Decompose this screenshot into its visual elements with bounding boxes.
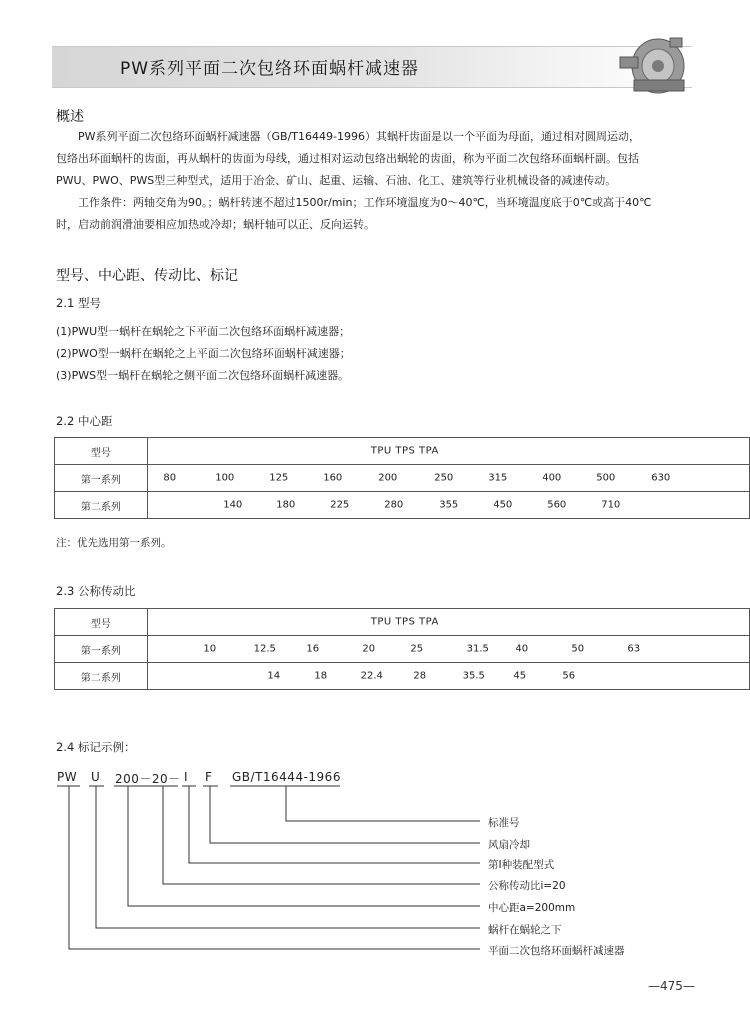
overview-para1-line2: 包络出环面蜗杆的齿面，再从蜗杆的齿面为母线，通过相对运动包络出蜗轮的齿面，称为平面二次包络环面蜗杆副。包括: [56, 152, 639, 165]
page-title: PW系列平面二次包络环面蜗杆减速器: [120, 59, 420, 79]
value-cell: 45: [513, 670, 527, 682]
value-cell: 18: [314, 670, 328, 682]
value-cell: 16: [306, 643, 320, 655]
value-cell: 31.5: [466, 643, 489, 655]
value-cell: 180: [276, 499, 296, 511]
value-cell: 14: [267, 670, 281, 682]
value-cell: 25: [410, 643, 424, 655]
row-label-series2: 第二系列: [55, 663, 148, 690]
value-cell: 400: [542, 472, 562, 484]
model-item-pws: (3)PWS型一蜗杆在蜗轮之侧平面二次包络环面蜗杆减速器。: [56, 369, 350, 382]
models-heading: 2.1 型号: [56, 296, 101, 310]
value-cell: 560: [547, 499, 567, 511]
label-center-distance: 中心距a=200mm: [488, 902, 576, 914]
value-cell: 225: [330, 499, 350, 511]
overview-para1-line3: PWU、PWO、PWS型三种型式，适用于冶金、矿山、起重、运输、石油、化工、建筑等行业机械设备的减速传动。: [56, 174, 617, 187]
value-cell: 35.5: [462, 670, 485, 682]
overview-para1-line1: PW系列平面二次包络环面蜗杆减速器（GB/T16449-1996）其蜗杆齿面是以一个平面为母面，通过相对圆周运动，: [78, 130, 640, 143]
value-cell: 12.5: [253, 643, 276, 655]
model-item-pwu: (1)PWU型一蜗杆在蜗轮之下平面二次包络环面蜗杆减速器；: [56, 325, 351, 338]
code-standard: GB/T16444-1966: [232, 770, 341, 784]
types-label: TPU TPS TPA: [370, 616, 439, 628]
row-label-series2: 第二系列: [55, 492, 148, 519]
value-cell: 630: [651, 472, 671, 484]
value-cell: 80: [163, 472, 177, 484]
value-cell: 56: [562, 670, 576, 682]
center-distance-heading: 2.2 中心距: [56, 414, 113, 428]
value-cell: 160: [323, 472, 343, 484]
label-standard: 标准号: [488, 817, 520, 829]
label-assembly-type: 第Ⅰ种装配型式: [488, 859, 555, 871]
value-cell: 250: [434, 472, 454, 484]
series-note: 注：优先选用第一系列。: [56, 537, 172, 549]
value-cell: 125: [269, 472, 289, 484]
overview-para2-line2: 时，启动前润滑油要相应加热或冷却；蜗杆轴可以正、反向运转。: [56, 218, 375, 231]
value-cell: 40: [515, 643, 529, 655]
label-reducer-name: 平面二次包络环面蜗杆减速器: [488, 945, 625, 957]
value-cell: 355: [439, 499, 459, 511]
label-worm-position: 蜗杆在蜗轮之下: [488, 924, 562, 936]
value-cell: 50: [571, 643, 585, 655]
value-cell: 20: [362, 643, 376, 655]
value-cell: 200: [378, 472, 398, 484]
section2-heading: 型号、中心距、传动比、标记: [56, 268, 238, 284]
page-number: —475—: [648, 979, 695, 993]
value-cell: 710: [601, 499, 621, 511]
table-header-label: 型号: [55, 609, 148, 636]
value-cell: 63: [627, 643, 641, 655]
value-cell: 100: [215, 472, 235, 484]
overview-para2-line1: 工作条件：两轴交角为90。；蜗杆转速不超过1500r/min；工作环境温度为0～40℃，当环境温度底于0℃或高于40℃: [78, 196, 652, 209]
ratio-heading: 2.3 公称传动比: [56, 584, 136, 598]
value-cell: 500: [596, 472, 616, 484]
overview-heading: 概述: [56, 109, 84, 125]
row-label-series1: 第一系列: [55, 465, 148, 492]
code-pw: PW: [57, 770, 78, 784]
marking-heading: 2.4 标记示例：: [56, 740, 136, 754]
row-label-series1: 第一系列: [55, 636, 148, 663]
code-u: U: [91, 770, 101, 784]
label-fan-cooling: 风扇冷却: [488, 839, 530, 851]
value-cell: 450: [493, 499, 513, 511]
value-cell: 22.4: [360, 670, 383, 682]
model-item-pwo: (2)PWO型一蜗杆在蜗轮之上平面二次包络环面蜗杆减速器；: [56, 347, 351, 360]
label-ratio: 公称传动比i=20: [488, 880, 566, 892]
value-cell: 10: [203, 643, 217, 655]
code-assembly: Ⅰ: [184, 770, 189, 784]
code-fan: F: [205, 770, 213, 784]
table-header-label: 型号: [55, 438, 148, 465]
value-cell: 140: [223, 499, 243, 511]
value-cell: 280: [384, 499, 404, 511]
types-label: TPU TPS TPA: [370, 445, 439, 457]
value-cell: 28: [413, 670, 427, 682]
value-cell: 315: [488, 472, 508, 484]
code-ratio: 200－20－: [115, 772, 181, 786]
